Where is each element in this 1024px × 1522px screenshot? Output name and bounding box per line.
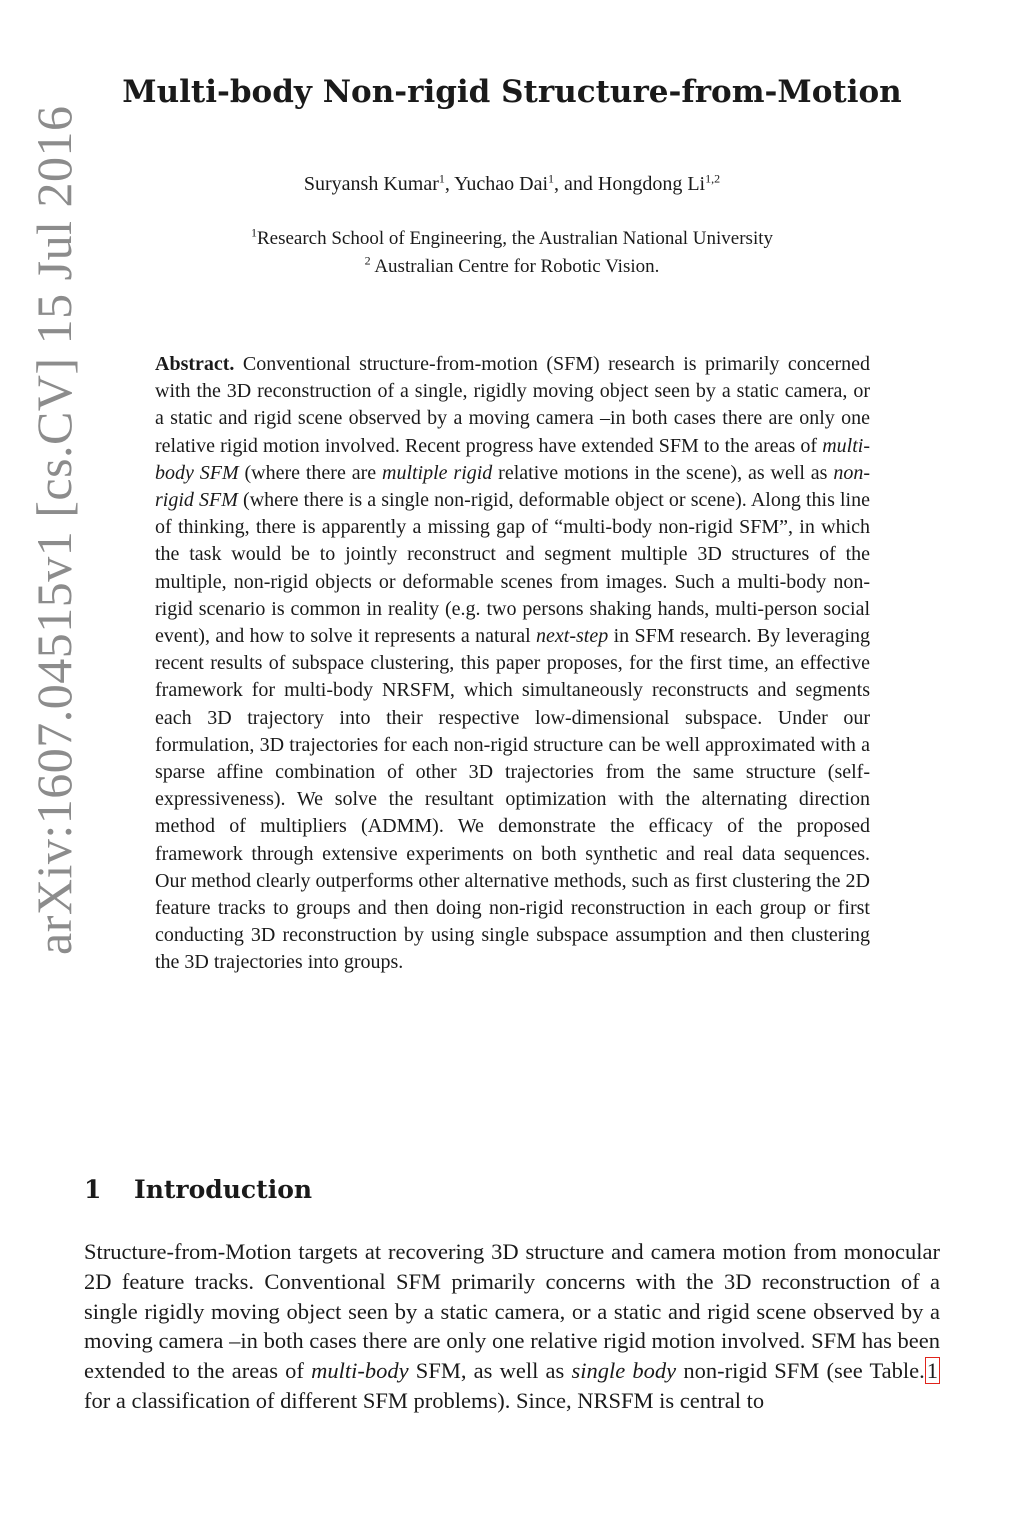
section-heading-introduction	[84, 1175, 312, 1204]
abstract-label: Abstract.	[155, 353, 235, 375]
table-reference-link[interactable]: 1	[926, 1358, 939, 1384]
abstract-text: relative motions in the scene), as well as	[492, 461, 834, 484]
intro-text: Structure-from-Motion targets at recovering 3D structure and camera motion from monocular 2D feature tracks. Conventional SFM primarily concerns with the 3D reconstruction of a single rigidly moving object seen by a static camera, or a static and rigid scene observed by a moving camera –in both cases there are only one relative rigid motion involved. SFM has been extended to the areas of	[84, 1239, 940, 1384]
affiliation-mark: 2	[364, 253, 371, 268]
abstract-text: (where there are	[238, 461, 382, 484]
abstract-emphasis: multiple rigid	[382, 461, 493, 484]
author-affiliation-mark: 1,2	[705, 171, 721, 186]
author-name: Yuchao Dai	[454, 173, 548, 195]
intro-text: SFM, as well as	[408, 1358, 572, 1384]
abstract-emphasis: non-rigid SFM	[155, 461, 870, 512]
abstract-emphasis: multi-body SFM	[155, 434, 870, 484]
arxiv-identifier-stamp: arXiv:1607.04515v1 [cs.CV] 15 Jul 2016	[26, 105, 82, 955]
abstract-emphasis: next-step	[536, 625, 609, 648]
abstract	[155, 351, 870, 977]
affiliation-text: Research School of Engineering, the Australian National University	[256, 228, 774, 249]
author-affiliation-mark: 1	[548, 171, 554, 186]
intro-text: non-rigid SFM (see Table.	[676, 1358, 925, 1384]
abstract-text: Conventional structure-from-motion (SFM) research is primarily concerned with the 3D reconstruction of a single, rigidly moving object seen by a static camera, or a static and rigid scene observed by a moving camera –in both cases there are only one relative rigid motion involved. Recent progress have extended SFM to the areas of	[155, 353, 870, 457]
affiliation-text: Australian Centre for Robotic Vision.	[370, 256, 660, 277]
author-separator: ,	[444, 173, 455, 195]
affiliation-2	[0, 253, 1024, 278]
introduction-paragraph	[84, 1237, 940, 1416]
section-title: Introduction	[134, 1175, 313, 1204]
affiliation-mark: 1	[250, 225, 257, 240]
author-name: Suryansh Kumar	[303, 173, 439, 195]
intro-emphasis: multi-body	[311, 1358, 409, 1384]
author-list	[0, 173, 1024, 196]
author-name: Hongdong Li	[597, 173, 706, 195]
author-affiliation-mark: 1	[438, 171, 445, 186]
section-number: 1	[84, 1175, 102, 1204]
paper-title: Multi-body Non-rigid Structure-from-Motion	[122, 74, 902, 110]
author-separator: , and	[554, 173, 598, 195]
affiliation-1	[0, 225, 1024, 250]
intro-text: for a classification of different SFM problems). Since, NRSFM is central to	[84, 1387, 765, 1413]
intro-emphasis: single body	[571, 1358, 677, 1384]
abstract-text: in SFM research. By leveraging recent results of subspace clustering, this paper proposes, for the first time, an effective framework for multi-body NRSFM, which simultaneously reconstructs and segments each 3D trajectory into their respective low-dimensional subspace. Under our formulation, 3D trajectories for each non-rigid structure can be well approximated with a sparse affine combination of other 3D trajectories from the same structure (self-expressiveness). We solve the resultant optimization with the alternating direction method of multipliers (ADMM). We demonstrate the efficacy of the proposed framework through extensive experiments on both synthetic and real data sequences. Our method clearly outperforms other alternative methods, such as first clustering the 2D feature tracks to groups and then doing non-rigid reconstruction in each group or first conducting 3D reconstruction by using single subspace assumption and then clustering the 3D trajectories into groups.	[155, 625, 871, 974]
abstract-text: (where there is a single non-rigid, deformable object or scene). Along this line of thinking, there is apparently a missing gap of “multi-body non-rigid SFM”, in which the task would be to jointly reconstruct and segment multiple 3D structures of the multiple, non-rigid objects or deformable scenes from images. Such a multi-body non-rigid scenario is common in reality (e.g. two persons shaking hands, multi-person social event), and how to solve it represents a natural	[155, 489, 870, 648]
